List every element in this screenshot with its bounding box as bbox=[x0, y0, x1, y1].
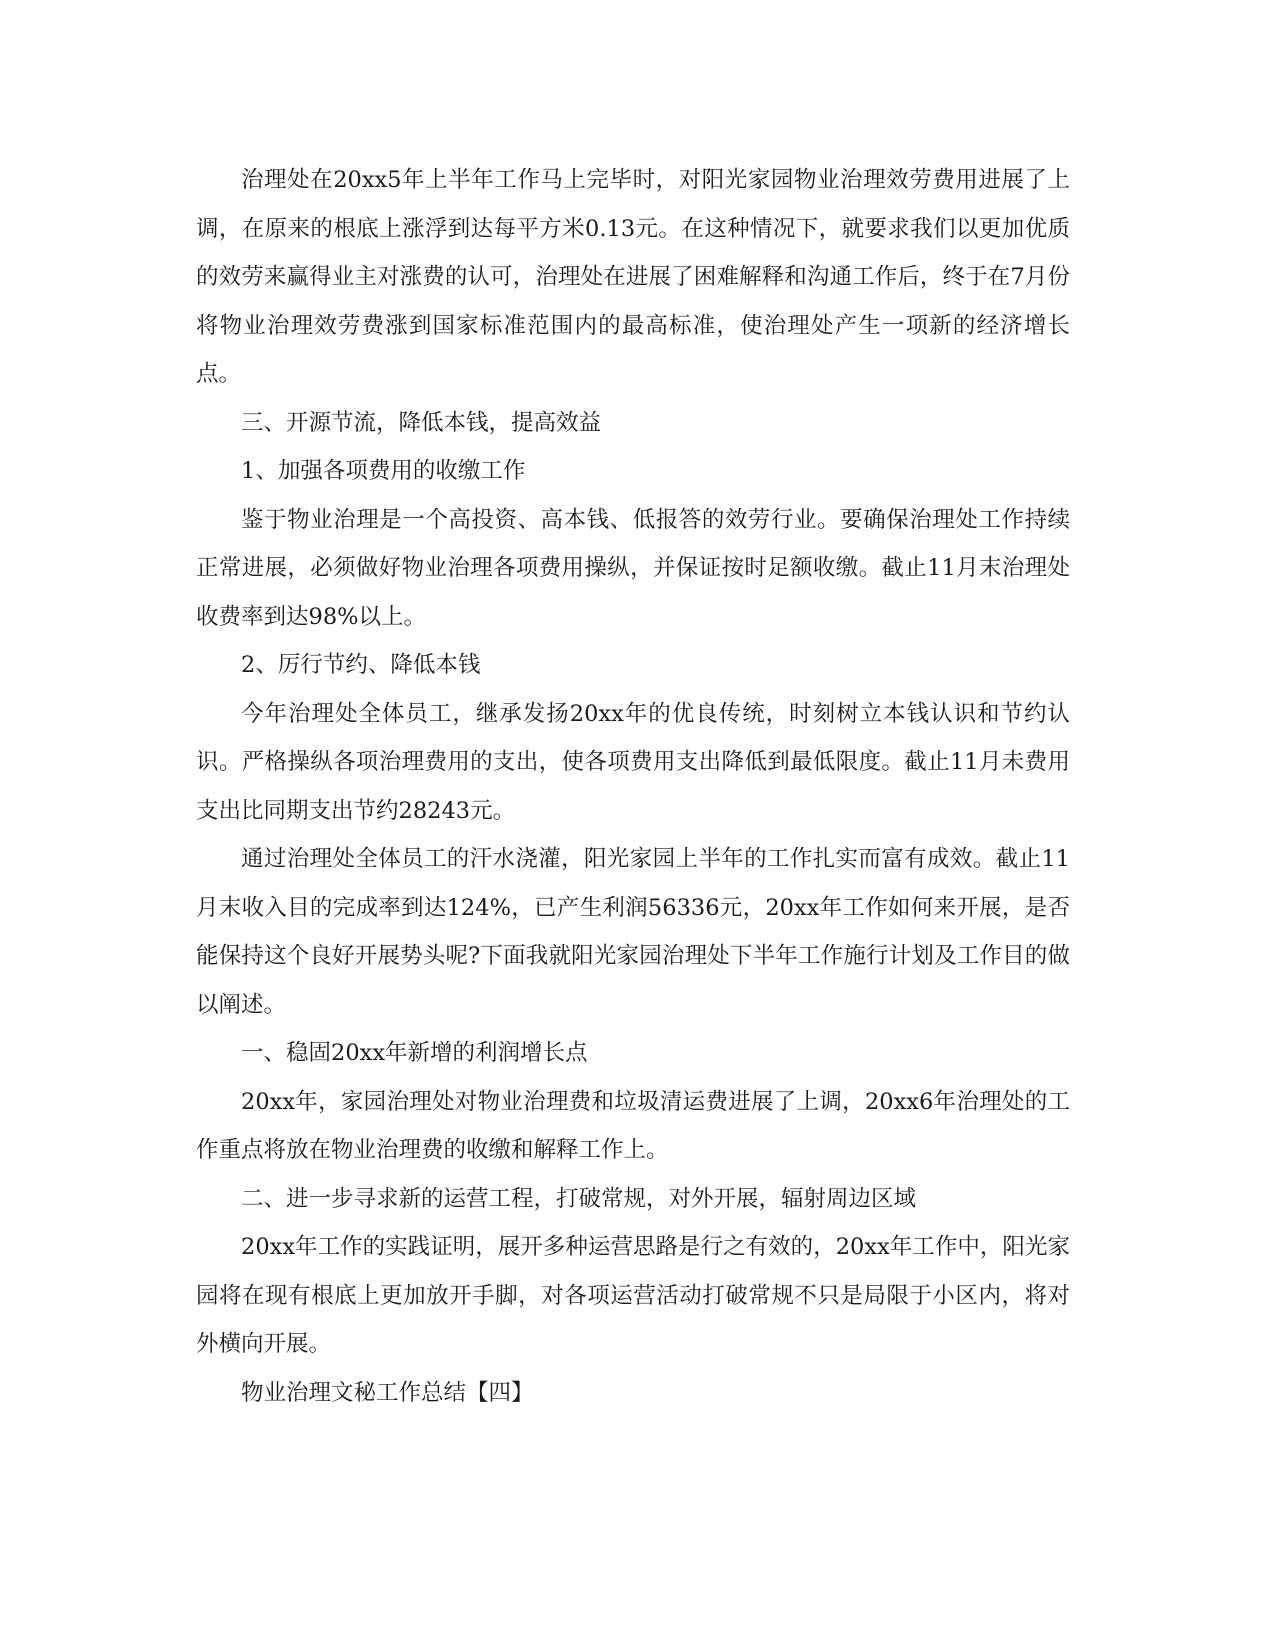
paragraph-saving: 今年治理处全体员工，继承发扬20xx年的优良传统，时刻树立本钱认识和节约认识。严格操纵各项治理费用的支出，使各项费用支出降低到最低限度。截止11月未费用支出比同期支出节约28243元。 bbox=[196, 700, 1070, 824]
paragraph-consolidate-growth: 20xx年，家园治理处对物业治理费和垃圾清运费进展了上调，20xx6年治理处的工作重点将放在物业治理费的收缴和解释工作上。 bbox=[196, 1088, 1070, 1163]
paragraph-new-operations: 20xx年工作的实践证明，展开多种运营思路是行之有效的，20xx年工作中，阳光家园将在现有根底上更加放开手脚，对各项运营活动打破常规不只是局限于小区内，将对外横向开展。 bbox=[196, 1234, 1070, 1357]
section-title-four: 物业治理文秘工作总结【四】 bbox=[241, 1379, 534, 1406]
paragraph-fee-collection: 鉴于物业治理是一个高投资、高本钱、低报答的效劳行业。要确保治理处工作持续正常进展，必须做好物业治理各项费用操纵，并保证按时足额收缴。截止11月末治理处收费率到达98%以上。 bbox=[196, 506, 1070, 630]
heading-new-operations: 二、进一步寻求新的运营工程，打破常规，对外开展，辐射周边区域 bbox=[241, 1185, 917, 1212]
heading-cost-reduction: 三、开源节流，降低本钱，提高效益 bbox=[241, 409, 602, 436]
subheading-fee-collection: 1、加强各项费用的收缴工作 bbox=[241, 458, 526, 484]
paragraph-fee-adjustment: 治理处在20xx5年上半年工作马上完毕时，对阳光家园物业治理效劳费用进展了上调，在原来的根底上涨浮到达每平方米0.13元。在这种情况下，就要求我们以更加优质的效劳来赢得业主对涨费的认可，治理处在进展了困难解释和沟通工作后，终于在7月份将物业治理效劳费涨到国家标准范围内的最高标准，使治理处产生一项新的经济增长点。 bbox=[196, 167, 1070, 387]
heading-consolidate-growth: 一、稳固20xx年新增的利润增长点 bbox=[241, 1040, 588, 1066]
document-body bbox=[196, 156, 1070, 1417]
subheading-saving: 2、厉行节约、降低本钱 bbox=[241, 652, 481, 678]
paragraph-results: 通过治理处全体员工的汗水浇灌，阳光家园上半年的工作扎实而富有成效。截止11月末收入目的完成率到达124%，已产生利润56336元，20xx年工作如何来开展，是否能保持这个良好开展势头呢?下面我就阳光家园治理处下半年工作施行计划及工作目的做以阐述。 bbox=[196, 846, 1070, 1018]
